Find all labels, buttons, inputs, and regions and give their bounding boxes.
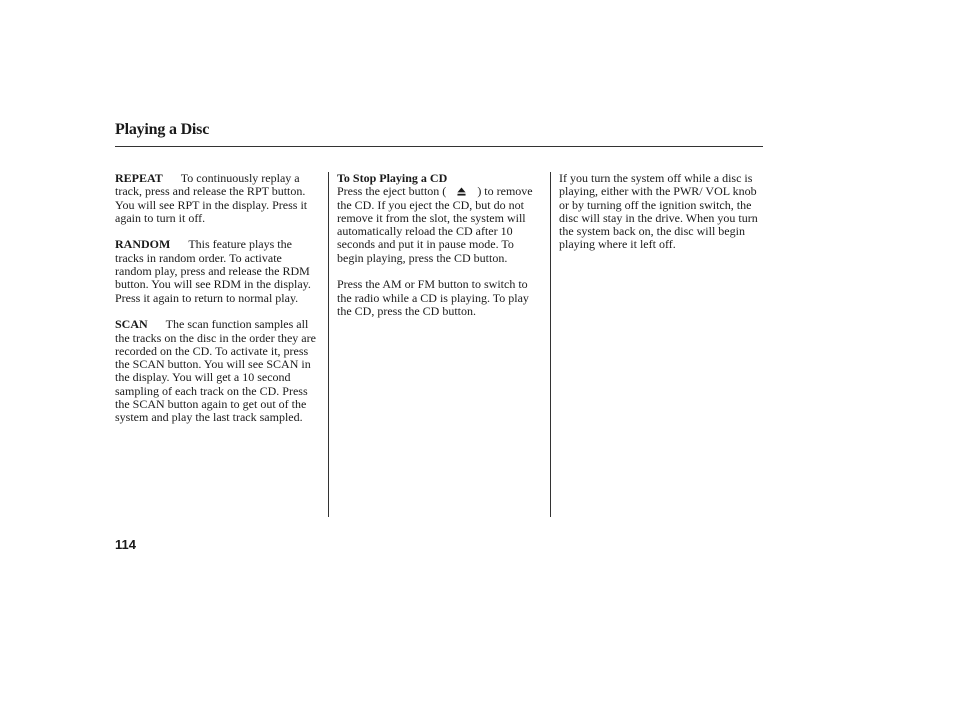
column-divider-1 (328, 172, 329, 517)
scan-paragraph (115, 318, 320, 424)
stop-cd-text-end: ) to remove the CD. If you eject the CD, but do not remove it from the slot, the system will automatically reload the CD after 10 seconds and put it in pause mode. To begin playing, press the CD button. (337, 184, 533, 265)
repeat-text: To continuously replay a track, press and release the RPT button. You will see RPT in the display. Press it again to turn it off. (115, 171, 308, 225)
random-paragraph (115, 238, 320, 304)
title-divider (115, 146, 763, 147)
stop-cd-text-start: Press the eject button ( (337, 184, 447, 199)
random-term: RANDOM (115, 237, 171, 252)
page-title: Playing a Disc (115, 121, 210, 138)
page-number: 114 (115, 537, 136, 552)
scan-text: The scan function samples all the tracks on the disc in the order they are recorded on the CD. To activate it, press the SCAN button. You will see SCAN in the display. You will get a 10 second sampling of each track on the CD. Press the SCAN button again to get out of the system and play the last track sampled. (115, 317, 316, 425)
random-text: This feature plays the tracks in random order. To activate random play, press and release the RDM button. You will see RDM in the display. Press it again to return to normal play. (115, 237, 311, 305)
system-off-paragraph: If you turn the system off while a disc is playing, either with the PWR/ VOL knob or by turning off the ignition switch, the disc will stay in the drive. When you turn the system back on, the disc will begin playing where it left off. (559, 171, 758, 252)
eject-icon (457, 187, 466, 196)
column-left (115, 172, 320, 438)
repeat-term: REPEAT (115, 171, 163, 185)
stop-cd-paragraph (337, 172, 542, 265)
column-right (559, 172, 764, 265)
radio-switch-paragraph: Press the AM or FM button to switch to the radio while a CD is playing. To play the CD, press the CD button. (337, 277, 529, 318)
column-middle (337, 172, 542, 332)
stop-cd-heading: To Stop Playing a CD (337, 171, 448, 185)
repeat-paragraph (115, 172, 320, 225)
scan-term: SCAN (115, 317, 148, 332)
column-divider-2 (550, 172, 551, 517)
